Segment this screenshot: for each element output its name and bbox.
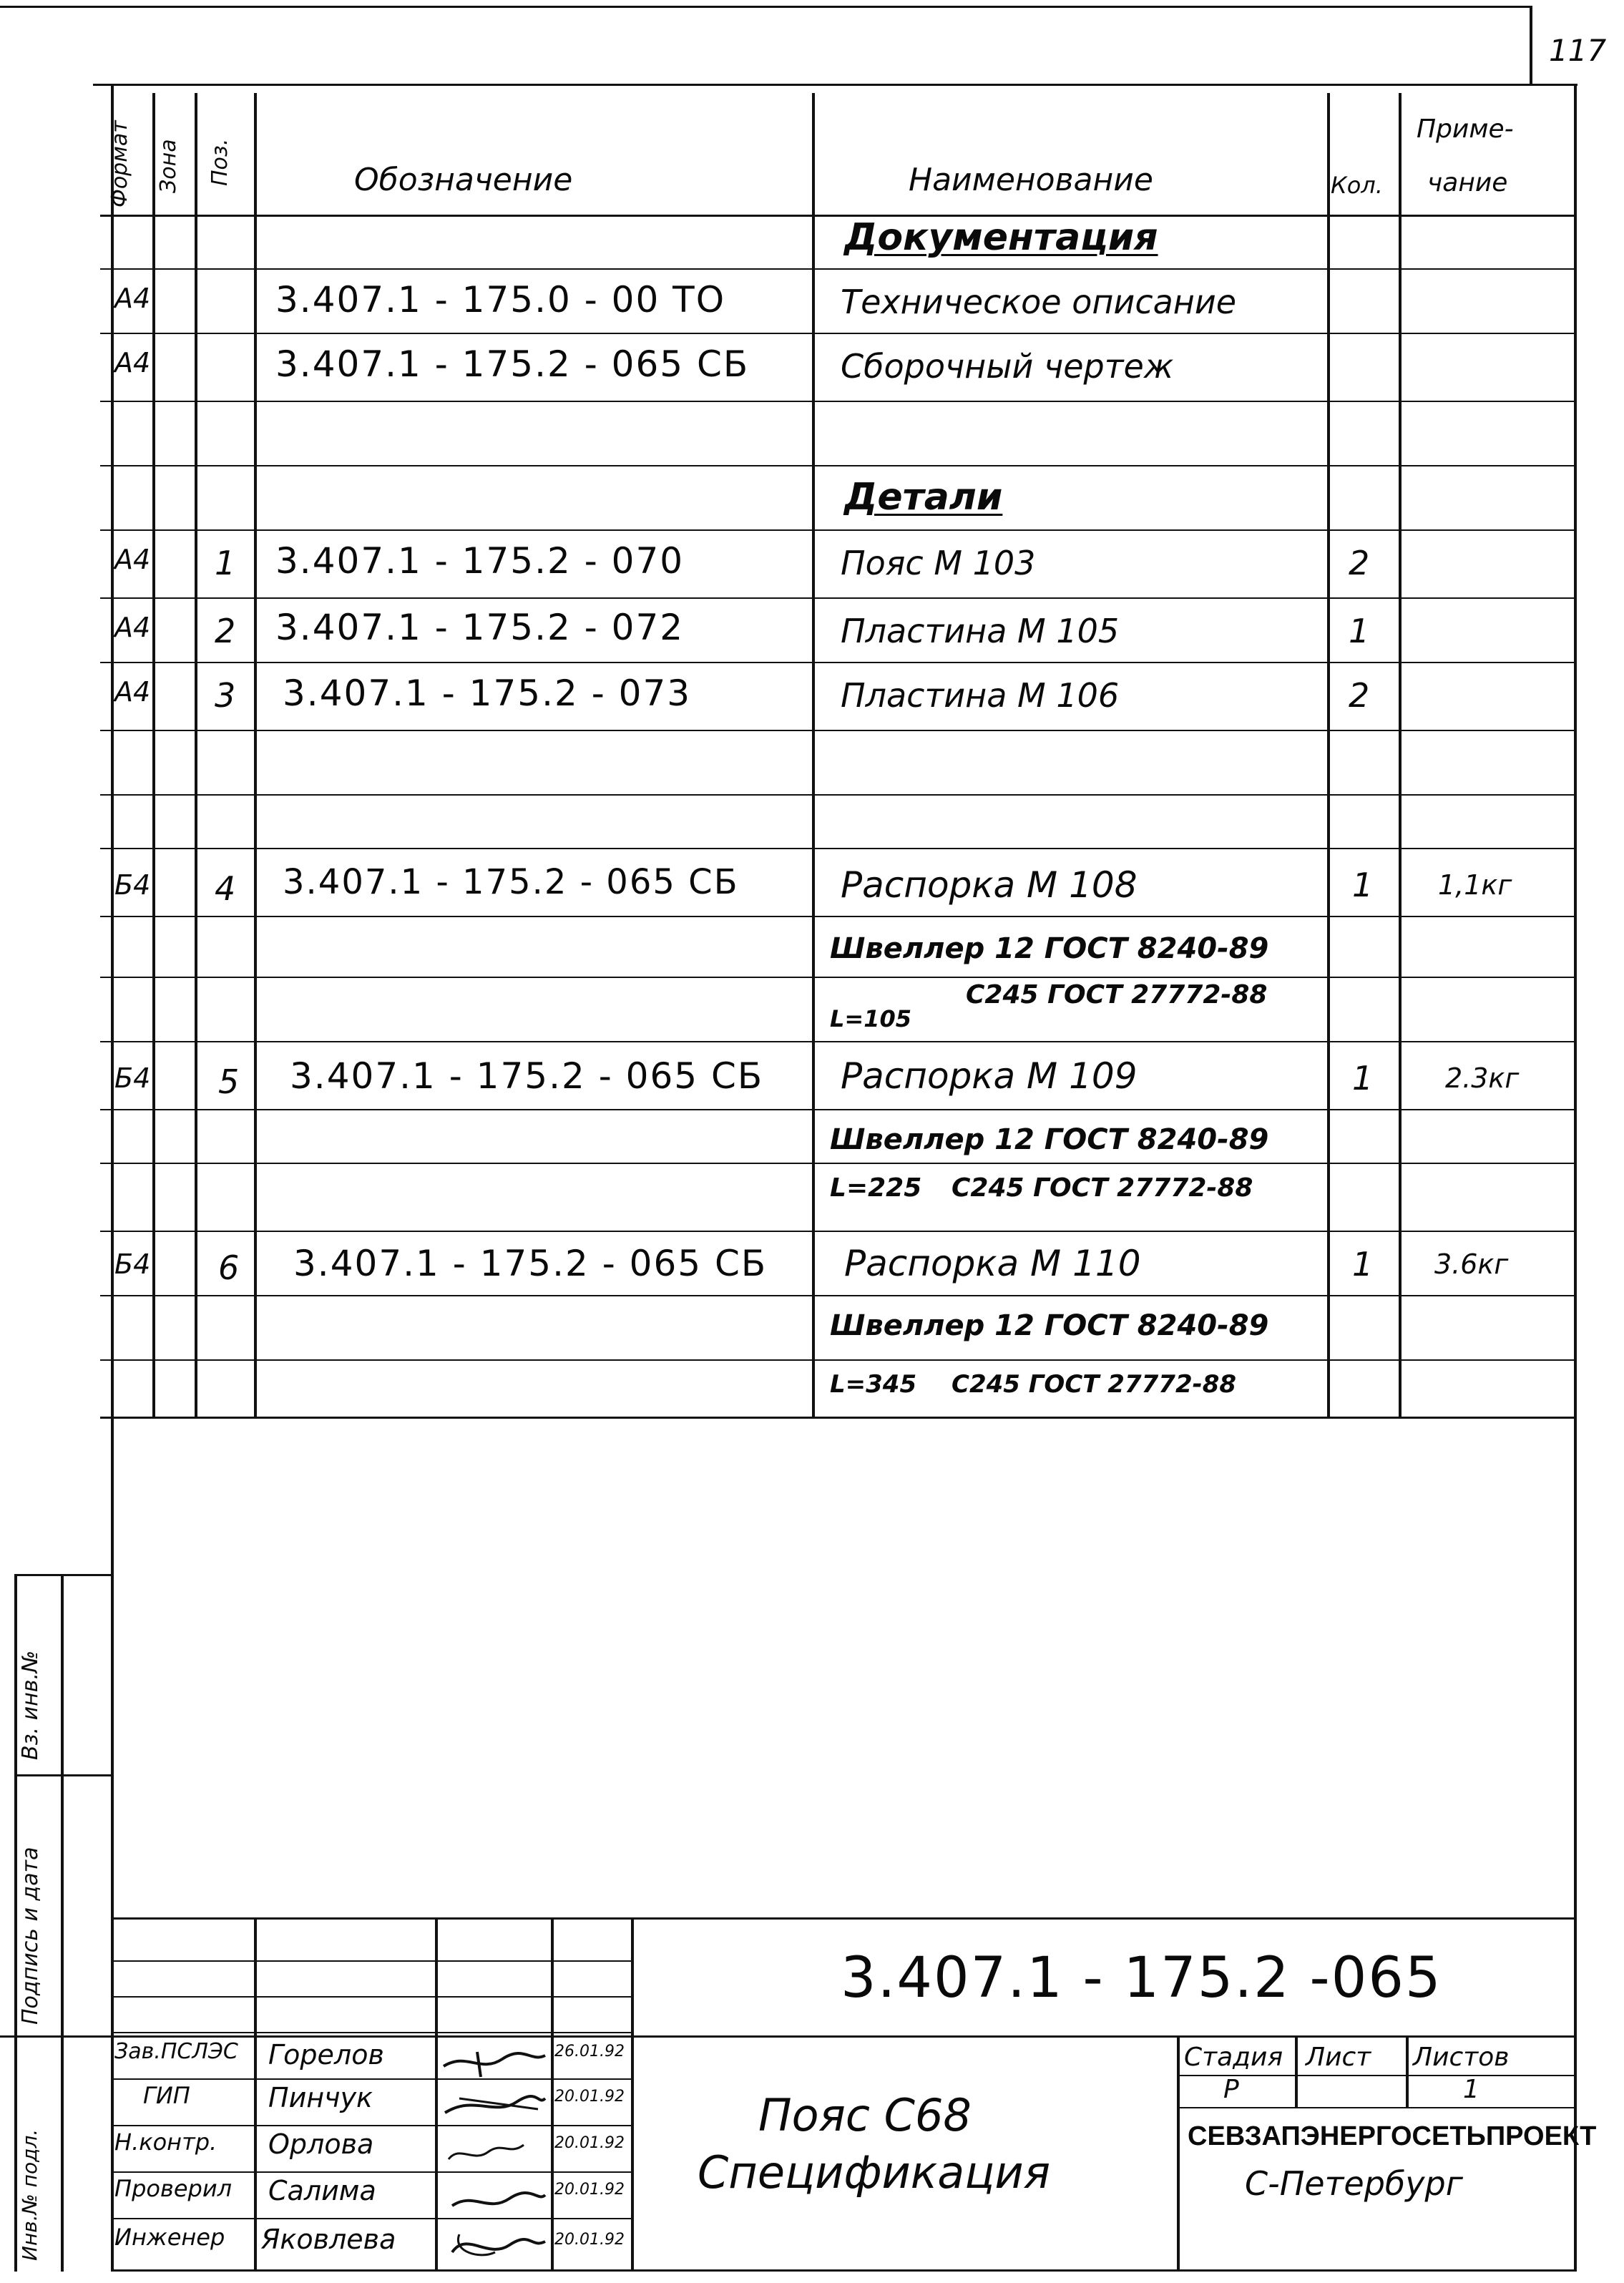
frame-left xyxy=(111,84,114,2271)
row-name: Распорка М 109 xyxy=(841,1055,1138,1097)
side-stamp-inv-dup: Вз. инв.№ xyxy=(18,1650,43,1760)
row-pos: 3 xyxy=(215,676,236,715)
row-line xyxy=(100,1109,1574,1110)
col-line-zone xyxy=(152,93,155,1417)
row-line xyxy=(100,662,1574,663)
row-format: Б4 xyxy=(114,1062,151,1094)
row-line xyxy=(100,333,1574,334)
tb-line xyxy=(111,2032,633,2033)
row-pos: 2 xyxy=(215,612,236,650)
row-line xyxy=(100,401,1574,402)
row-designation: 3.407.1 - 175.2 - 065 СБ xyxy=(275,343,750,385)
sig-name: Салима xyxy=(268,2175,376,2206)
row-name: Пояс М 103 xyxy=(841,544,1036,582)
tb-col xyxy=(551,1917,554,2269)
sig-name: Яковлева xyxy=(261,2224,396,2255)
row-designation: 3.407.1 - 175.2 - 065 СБ xyxy=(293,1243,768,1284)
row-format: А4 xyxy=(114,676,151,708)
frame-right xyxy=(1574,84,1577,2271)
document-code: 3.407.1 - 175.2 -065 xyxy=(841,1946,1442,2010)
sheets-value: 1 xyxy=(1463,2075,1479,2104)
row-format: А4 xyxy=(114,612,151,643)
tb-line xyxy=(1177,2107,1575,2108)
sig-role: Зав.ПСЛЭС xyxy=(114,2039,238,2064)
table-bottom-line xyxy=(100,1417,1574,1419)
sig-date: 20.01.92 xyxy=(554,2088,625,2106)
header-zone: Зона xyxy=(156,139,181,193)
row-material-bottom: С245 ГОСТ 27772-88 xyxy=(952,1173,1253,1203)
row-line xyxy=(100,977,1574,978)
row-designation: 3.407.1 - 175.2 - 070 xyxy=(275,540,685,582)
frame-bottom xyxy=(111,2269,1577,2272)
row-name: Сборочный чертеж xyxy=(841,347,1174,386)
row-material-top: Швеллер 12 ГОСТ 8240-89 xyxy=(830,1309,1269,1342)
row-line xyxy=(100,529,1574,531)
header-format: Формат xyxy=(107,120,132,207)
row-pos: 5 xyxy=(218,1062,240,1101)
header-note-1: Приме- xyxy=(1417,114,1514,144)
tb-line xyxy=(111,2078,633,2080)
col-line-name xyxy=(812,93,815,1417)
header-designation: Обозначение xyxy=(354,162,573,198)
row-qty: 2 xyxy=(1349,676,1370,715)
section-details: Детали xyxy=(844,476,1003,519)
stage-label: Стадия xyxy=(1184,2043,1283,2072)
col-line-pos xyxy=(195,93,197,1417)
row-pos: 4 xyxy=(215,869,236,908)
sig-name: Пинчук xyxy=(268,2082,373,2113)
row-note: 3.6кг xyxy=(1434,1248,1509,1280)
sig-role: Инженер xyxy=(114,2224,225,2251)
material-fraction-line xyxy=(959,977,1309,978)
tb-line xyxy=(111,2125,633,2126)
row-line xyxy=(100,848,1574,849)
row-material-length: L=225 xyxy=(830,1173,922,1203)
row-designation: 3.407.1 - 175.2 - 073 xyxy=(283,673,692,714)
row-material-bottom: С245 ГОСТ 27772-88 xyxy=(952,1370,1237,1399)
row-material-length: L=345 xyxy=(830,1370,917,1399)
row-material-top: Швеллер 12 ГОСТ 8240-89 xyxy=(830,1123,1269,1156)
row-line xyxy=(100,730,1574,731)
sig-date: 20.01.92 xyxy=(554,2231,625,2249)
section-documentation: Документация xyxy=(844,216,1158,259)
row-format: Б4 xyxy=(114,869,151,901)
header-name: Наименование xyxy=(909,162,1153,198)
header-pos: Поз. xyxy=(207,138,233,186)
row-name: Распорка М 110 xyxy=(844,1243,1141,1284)
header-bottom-line xyxy=(100,215,1574,217)
tb-col xyxy=(254,1917,257,2269)
sheets-label: Листов xyxy=(1413,2043,1510,2072)
row-name: Пластина М 105 xyxy=(841,612,1120,650)
row-line xyxy=(100,268,1574,270)
row-note: 1,1кг xyxy=(1438,869,1512,901)
city: С-Петербург xyxy=(1245,2164,1463,2203)
col-line-note xyxy=(1399,93,1402,1417)
stage-value: Р xyxy=(1223,2075,1239,2104)
row-designation: 3.407.1 - 175.2 - 072 xyxy=(275,607,685,648)
row-material-bottom: С245 ГОСТ 27772-88 xyxy=(966,980,1268,1009)
row-designation: 3.407.1 - 175.0 - 00 ТО xyxy=(275,279,726,321)
row-line xyxy=(100,1041,1574,1042)
top-border xyxy=(0,6,1531,8)
tb-line xyxy=(111,1996,633,1998)
side-stamp-line xyxy=(0,2035,112,2038)
tb-line xyxy=(111,2171,633,2173)
row-line xyxy=(100,597,1574,599)
handwritten-signatures xyxy=(438,2038,549,2267)
frame-top xyxy=(93,84,1577,86)
row-format: А4 xyxy=(114,347,151,378)
sig-date: 20.01.92 xyxy=(554,2181,625,2199)
sig-role: ГИП xyxy=(143,2082,190,2109)
row-name: Техническое описание xyxy=(841,283,1237,321)
title-line-1: Пояс С68 xyxy=(758,2089,972,2141)
row-format: А4 xyxy=(114,544,151,575)
sig-date: 26.01.92 xyxy=(554,2043,625,2060)
tb-col-sheet xyxy=(1295,2035,1298,2107)
row-material-top: Швеллер 12 ГОСТ 8240-89 xyxy=(830,932,1269,965)
row-format: А4 xyxy=(114,283,151,314)
side-stamp-inv-orig: Инв.№ подл. xyxy=(18,2128,41,2261)
sig-date: 20.01.92 xyxy=(554,2134,625,2152)
tb-col-stage xyxy=(1177,2035,1180,2269)
row-qty: 1 xyxy=(1352,866,1374,904)
col-line-designation xyxy=(254,93,257,1417)
side-stamp-top xyxy=(14,1574,112,1576)
side-stamp-sign-date: Подпись и дата xyxy=(18,1847,43,2025)
row-format: Б4 xyxy=(114,1248,151,1280)
sig-name: Горелов xyxy=(268,2039,384,2071)
sig-name: Орлова xyxy=(268,2128,374,2160)
tb-line xyxy=(111,2218,633,2219)
row-designation: 3.407.1 - 175.2 - 065 СБ xyxy=(283,862,739,902)
side-stamp-left xyxy=(14,1574,17,2272)
title-block-top xyxy=(111,1917,1576,1920)
material-fraction-line xyxy=(959,1163,1309,1164)
side-stamp-line xyxy=(14,1774,112,1776)
row-line xyxy=(100,1163,1574,1164)
row-line xyxy=(100,465,1574,466)
header-note-2: чание xyxy=(1427,168,1508,197)
row-line xyxy=(100,1231,1574,1232)
row-qty: 2 xyxy=(1349,544,1370,582)
page-number: 117 xyxy=(1549,33,1607,68)
sig-role: Проверил xyxy=(114,2175,233,2202)
row-designation: 3.407.1 - 175.2 - 065 СБ xyxy=(290,1055,764,1097)
row-qty: 1 xyxy=(1352,1059,1374,1097)
row-pos: 1 xyxy=(215,544,236,582)
material-fraction-line xyxy=(959,1359,1309,1361)
row-name: Пластина М 106 xyxy=(841,676,1120,715)
col-line-qty xyxy=(1327,93,1330,1417)
sheet-label: Лист xyxy=(1306,2043,1371,2072)
organization: СЕВЗАПЭНЕРГОСЕТЬПРОЕКТ xyxy=(1188,2121,1597,2151)
tb-line xyxy=(111,1960,633,1962)
page-number-box-border xyxy=(1530,6,1532,84)
row-qty: 1 xyxy=(1352,1245,1374,1284)
row-material-length: L=105 xyxy=(830,1005,911,1032)
row-name: Распорка М 108 xyxy=(841,864,1138,906)
tb-col-sheets xyxy=(1406,2035,1409,2107)
side-stamp-mid xyxy=(61,1574,64,2272)
row-pos: 6 xyxy=(218,1248,240,1287)
tb-col xyxy=(631,1917,634,2269)
row-line xyxy=(100,1295,1574,1296)
row-line xyxy=(100,1359,1574,1361)
row-qty: 1 xyxy=(1349,612,1370,650)
header-qty: Кол. xyxy=(1331,172,1383,199)
row-note: 2.3кг xyxy=(1445,1062,1520,1094)
title-block-mid xyxy=(111,2035,1576,2038)
title-line-2: Спецификация xyxy=(698,2146,1051,2199)
sig-role: Н.контр. xyxy=(114,2128,217,2156)
row-line xyxy=(100,916,1574,917)
row-line xyxy=(100,794,1574,796)
